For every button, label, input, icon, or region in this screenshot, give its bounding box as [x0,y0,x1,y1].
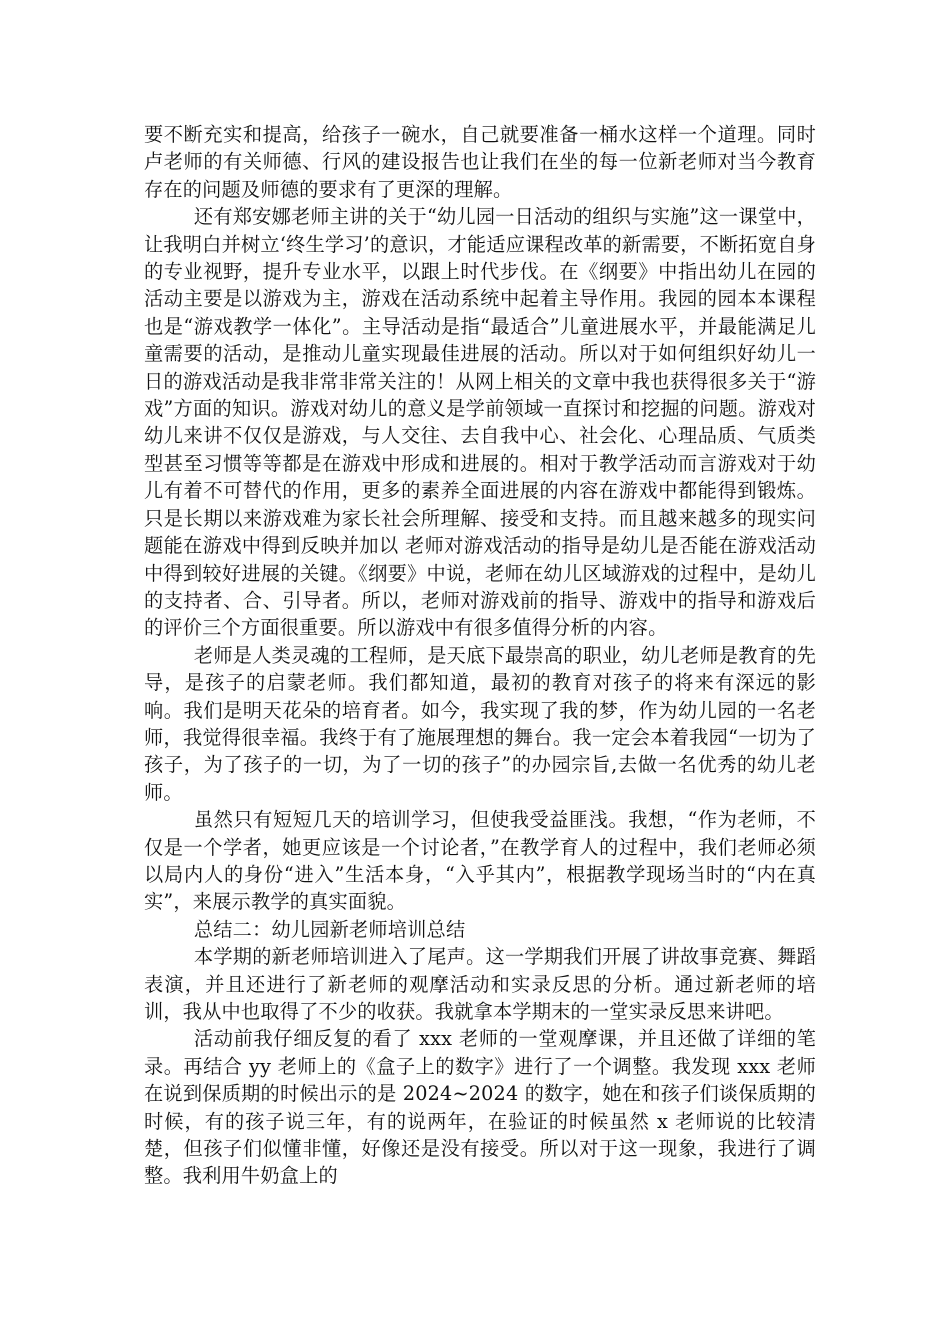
paragraph-training-summary: 本学期的新老师培训进入了尾声。这一学期我们开展了讲故事竞赛、舞蹈表演，并且还进行了新老师的观摩活动和实录反思的分析。通过新老师的培训，我从中也取得了不少的收获。我就拿本学期末的一堂实录反思来讲吧。 [144,945,816,1023]
paragraph-activity-organization: 还有郑安娜老师主讲的关于“幼儿园一日活动的组织与实施”这一课堂中，让我明白并树立‘终生学习’的意识，才能适应课程改革的新需要，不断拓宽自身的专业视野，提升专业水平，以跟上时代步伐。在《纲要》中指出幼儿在园的活动主要是以游戏为主，游戏在活动系统中起着主导作用。我园的园本本课程也是“游戏教学一体化”。主导活动是指“最适合”儿童进展水平，并最能满足儿童需要的活动，是推动儿童实现最佳进展的活动。所以对于如何组织好幼儿一日的游戏活动是我非常非常关注的！从网上相关的文章中我也获得很多关于“游戏”方面的知识。游戏对幼儿的意义是学前领域一直探讨和挖掘的问题。游戏对幼儿来讲不仅仅是游戏，与人交往、去自我中心、社会化、心理品质、气质类型甚至习惯等等都是在游戏中形成和进展的。相对于教学活动而言游戏对于幼儿有着不可替代的作用，更多的素养全面进展的内容在游戏中都能得到锻炼。只是长期以来游戏难为家长社会所理解、接受和支持。而且越来越多的现实问题能在游戏中得到反映并加以 老师对游戏活动的指导是幼儿是否能在游戏活动中得到较好进展的关键。《纲要》中说，老师在幼儿区域游戏的过程中，是幼儿的支持者、合、引导者。所以，老师对游戏前的指导、游戏中的指导和游戏后的评价三个方面很重要。所以游戏中有很多值得分析的内容。 [144,205,816,640]
paragraph-teacher-role: 老师是人类灵魂的工程师，是天底下最崇高的职业，幼儿老师是教育的先导，是孩子的启蒙老师。我们都知道，最初的教育对孩子的将来有深远的影响。我们是明天花朵的培育者。如今，我实现了我的梦，作为幼儿园的一名老师，我觉得很幸福。我终于有了施展理想的舞台。我一定会本着我园“一切为了孩子，为了孩子的一切，为了一切的孩子”的办园宗旨,去做一名优秀的幼儿老师。 [144,643,816,804]
document-body [144,121,816,1190]
paragraph-continuation: 要不断充实和提高，给孩子一碗水，自己就要准备一桶水这样一个道理。同时卢老师的有关师德、行风的建设报告也让我们在坐的每一位新老师对当今教育存在的问题及师德的要求有了更深的理解。 [144,123,816,201]
section-heading: 总结二：幼儿园新老师培训总结 [193,917,466,941]
paragraph-reflection: 虽然只有短短几天的培训学习，但使我受益匪浅。我想，“作为老师，不仅是一个学者，她更应该是一个讨论者，”在教学育人的过程中，我们老师必须以局内人的身份“进入”生活本身，“入乎其内”，根据教学现场当时的“内在真实”，来展示教学的真实面貌。 [144,808,816,914]
paragraph-lesson-adjustment: 活动前我仔细反复的看了 xxx 老师的一堂观摩课，并且还做了详细的笔录。再结合 yy 老师上的《盒子上的数字》进行了一个调整。我发现 xxx 老师在说到保质期的时候出示的是 2024~2024 的数字，她在和孩子们谈保质期的时候，有的孩子说三年，有的说两年，在验证的时候虽然 x 老师说的比较清楚，但孩子们似懂非懂，好像还是没有接受。所以对于这一现象，我进行了调整。我利用牛奶盒上的 [144,1027,816,1188]
